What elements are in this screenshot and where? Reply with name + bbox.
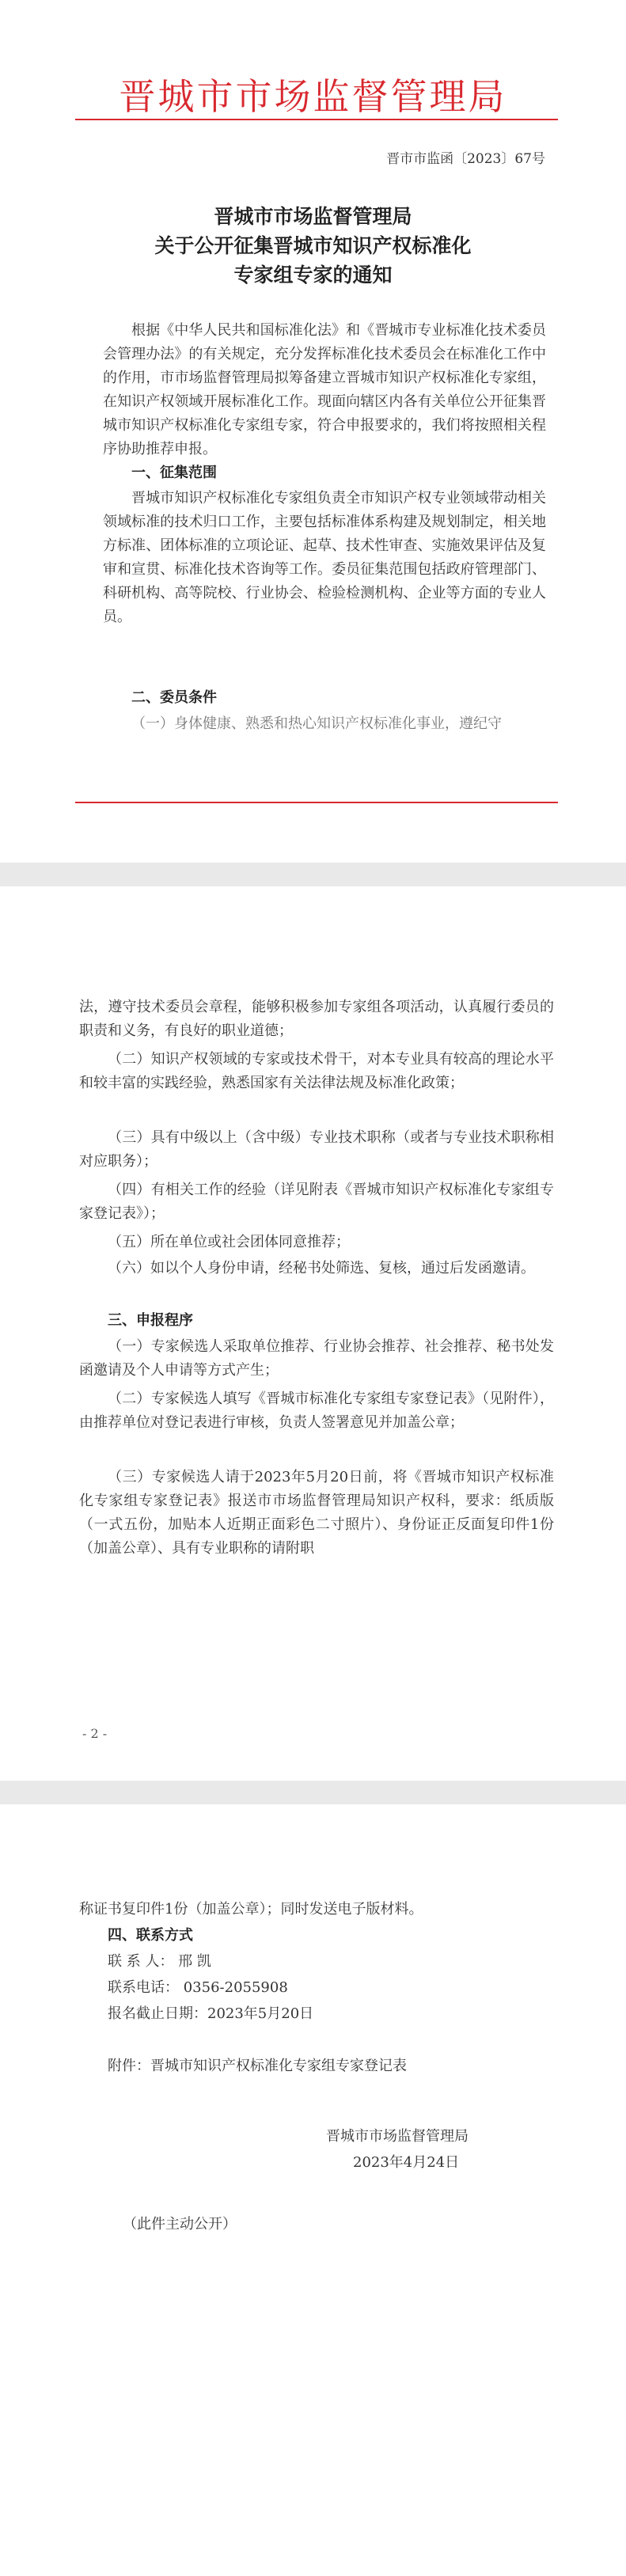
section-1-heading: 一、征集范围 — [131, 465, 217, 481]
document-number: 晋市市监函〔2023〕67号 — [386, 151, 545, 167]
notice-title — [0, 202, 626, 290]
public-disclosure-note: （此件主动公开） — [123, 2216, 237, 2233]
condition-3: （三）具有中级以上（含中级）专业技术职称（或者与专业技术职称相对应职务）； — [79, 1129, 554, 1170]
condition-6: （六）如以个人身份申请，经秘书处筛选、复核，通过后发函邀请。 — [108, 1260, 535, 1277]
intro-paragraph: 根据《中华人民共和国标准化法》和《晋城市专业标准化技术委员会管理办法》的有关规定，充分发挥标准化技术委员会在标准化工作中的作用，市市场监督管理局拟筹备建立晋城市知识产权标准化专家组，在知识产权领域开展标准化工作。现面向辖区内各有关单位公开征集晋城市知识产权标准化专家组专家，符合申报要求的，我们将按照相关程序协助推荐申报。 — [103, 322, 546, 457]
procedure-3-continued: 称证书复印件1份（加盖公章）；同时发送电子版材料。 — [79, 1901, 423, 1918]
condition-1-continued: 法，遵守技术委员会章程，能够积极参加专家组各项活动，认真履行委员的职责和义务，有良好的职业道德； — [79, 999, 554, 1039]
section-1-body: 晋城市知识产权标准化专家组负责全市知识产权专业领域带动相关领域标准的技术归口工作，主要包括标准体系构建及规划制定，相关地方标准、团体标准的立项论证、起草、技术性审查、实施效果评估及复审和宣贯、标准化技术咨询等工作。委员征集范围包括政府管理部门、科研机构、高等院校、行业协会、检验检测机构、企业等方面的专业人员。 — [103, 490, 546, 625]
procedure-2: （二）专家候选人填写《晋城市标准化专家组专家登记表》（见附件），由推荐单位对登记表进行审核，负责人签署意见并加盖公章； — [79, 1390, 554, 1431]
section-2-heading: 二、委员条件 — [131, 689, 217, 706]
title-line-3: 专家组专家的通知 — [233, 264, 393, 286]
section-3-heading: 三、申报程序 — [108, 1312, 193, 1329]
attachment-note: 附件：晋城市知识产权标准化专家组专家登记表 — [108, 2058, 407, 2074]
signature-organization: 晋城市市场监督管理局 — [326, 2128, 469, 2145]
title-line-2: 关于公开征集晋城市知识产权标准化 — [154, 234, 472, 257]
title-line-1: 晋城市市场监督管理局 — [214, 205, 412, 228]
agency-header-title: 晋城市市场监督管理局 — [119, 75, 507, 118]
section-4-heading: 四、联系方式 — [108, 1927, 193, 1944]
document-page-1 — [0, 0, 626, 863]
page-number: - 2 - — [82, 1726, 108, 1741]
condition-4: （四）有相关工作的经验（详见附表《晋城市知识产权标准化专家组专家登记表》）； — [79, 1182, 554, 1222]
condition-2: （二）知识产权领域的专家或技术骨干，对本专业具有较高的理论水平和较丰富的实践经验，熟悉国家有关法律法规及标准化政策； — [79, 1051, 554, 1091]
contact-phone: 联系电话： 0356-2055908 — [108, 1979, 288, 1996]
document-page-3 — [0, 1804, 626, 2576]
signature-date: 2023年4月24日 — [353, 2154, 460, 2171]
document-page-2 — [0, 886, 626, 1781]
header-red-divider — [75, 119, 558, 120]
procedure-1: （一）专家候选人采取单位推荐、行业协会推荐、社会推荐、秘书处发函邀请及个人申请等方式产生； — [79, 1338, 554, 1379]
footer-red-divider — [75, 802, 558, 803]
condition-5: （五）所在单位或社会团体同意推荐； — [108, 1234, 350, 1250]
condition-1-start: （一）身体健康、熟悉和热心知识产权标准化事业，遵纪守 — [131, 715, 502, 732]
contact-person: 联 系 人： 邢 凯 — [108, 1953, 211, 1970]
registration-deadline: 报名截止日期：2023年5月20日 — [108, 2005, 314, 2022]
procedure-3: （三）专家候选人请于2023年5月20日前，将《晋城市知识产权标准化专家组专家登记表》报送市市场监督管理局知识产权科，要求：纸质版（一式五份，加贴本人近期正面彩色二寸照片）、身份证正反面复印件1份（加盖公章）、具有专业职称的请附职 — [79, 1469, 554, 1557]
